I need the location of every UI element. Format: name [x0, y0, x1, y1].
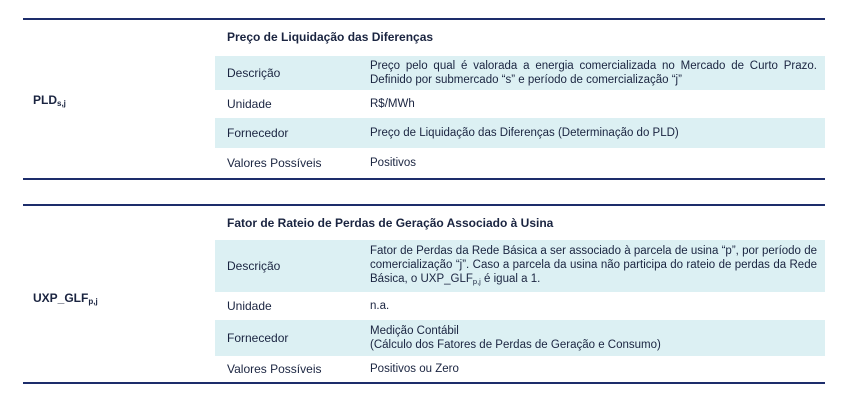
- row-valores-possiveis: [215, 356, 825, 382]
- row-unidade: [215, 90, 825, 118]
- row-descricao: [215, 240, 825, 292]
- row-value: n.a.: [370, 300, 390, 312]
- row-value: Preço pelo qual é valorada a energia comercializada no Mercado de Curto Prazo. Definido por submercado “s” e período de comercialização “j”: [370, 60, 817, 86]
- top-rule: [23, 18, 825, 20]
- row-label: Valores Possíveis: [227, 362, 322, 376]
- row-value-subscript: p,j: [472, 276, 481, 286]
- row-label: Valores Possíveis: [227, 156, 322, 170]
- row-value-line: (Cálculo dos Fatores de Perdas de Geração e Consumo): [370, 339, 661, 351]
- row-fornecedor: [215, 118, 825, 148]
- row-value: [370, 244, 825, 289]
- row-value: [370, 324, 825, 352]
- variable-name-subscript: p,j: [88, 297, 98, 306]
- variable-block-pld: [23, 18, 825, 180]
- variable-title: Fator de Rateio de Perdas de Geração Associado à Usina: [227, 216, 554, 230]
- row-label: Descrição: [227, 259, 281, 273]
- top-rule: [23, 204, 825, 206]
- row-fornecedor: [215, 320, 825, 356]
- variable-block-uxp-glf: [23, 204, 825, 384]
- row-descricao: [215, 56, 825, 90]
- row-unidade: [215, 292, 825, 320]
- row-label: Fornecedor: [227, 126, 289, 140]
- variable-name-subscript: s,j: [57, 99, 66, 108]
- variable-title: Preço de Liquidação das Diferenças: [227, 30, 434, 44]
- row-value-text-end: é igual a 1.: [480, 272, 541, 285]
- row-label: Fornecedor: [227, 331, 289, 345]
- row-label: Unidade: [227, 299, 272, 313]
- bottom-rule: [23, 382, 825, 384]
- variable-name: [33, 93, 66, 108]
- row-value: R$/MWh: [370, 98, 415, 110]
- row-label: Unidade: [227, 97, 272, 111]
- bottom-rule: [23, 178, 825, 180]
- row-value-line: Medição Contábil: [370, 325, 459, 337]
- row-value: Preço de Liquidação das Diferenças (Determinação do PLD): [370, 127, 679, 139]
- row-value: Positivos: [370, 157, 417, 169]
- variable-name: [33, 291, 98, 306]
- row-valores-possiveis: [215, 148, 825, 178]
- variable-name-main: PLD: [33, 93, 57, 107]
- row-value: Positivos ou Zero: [370, 363, 459, 375]
- row-label: Descrição: [227, 66, 281, 80]
- variable-name-main: UXP_GLF: [33, 291, 89, 305]
- row-value-text: Fator de Perdas da Rede Básica a ser associado à parcela de usina “p”, por período de comercialização “j”. Caso a parcela da usina não participa do rateio de perdas da Rede Básica, o UXP_GLF: [370, 244, 817, 285]
